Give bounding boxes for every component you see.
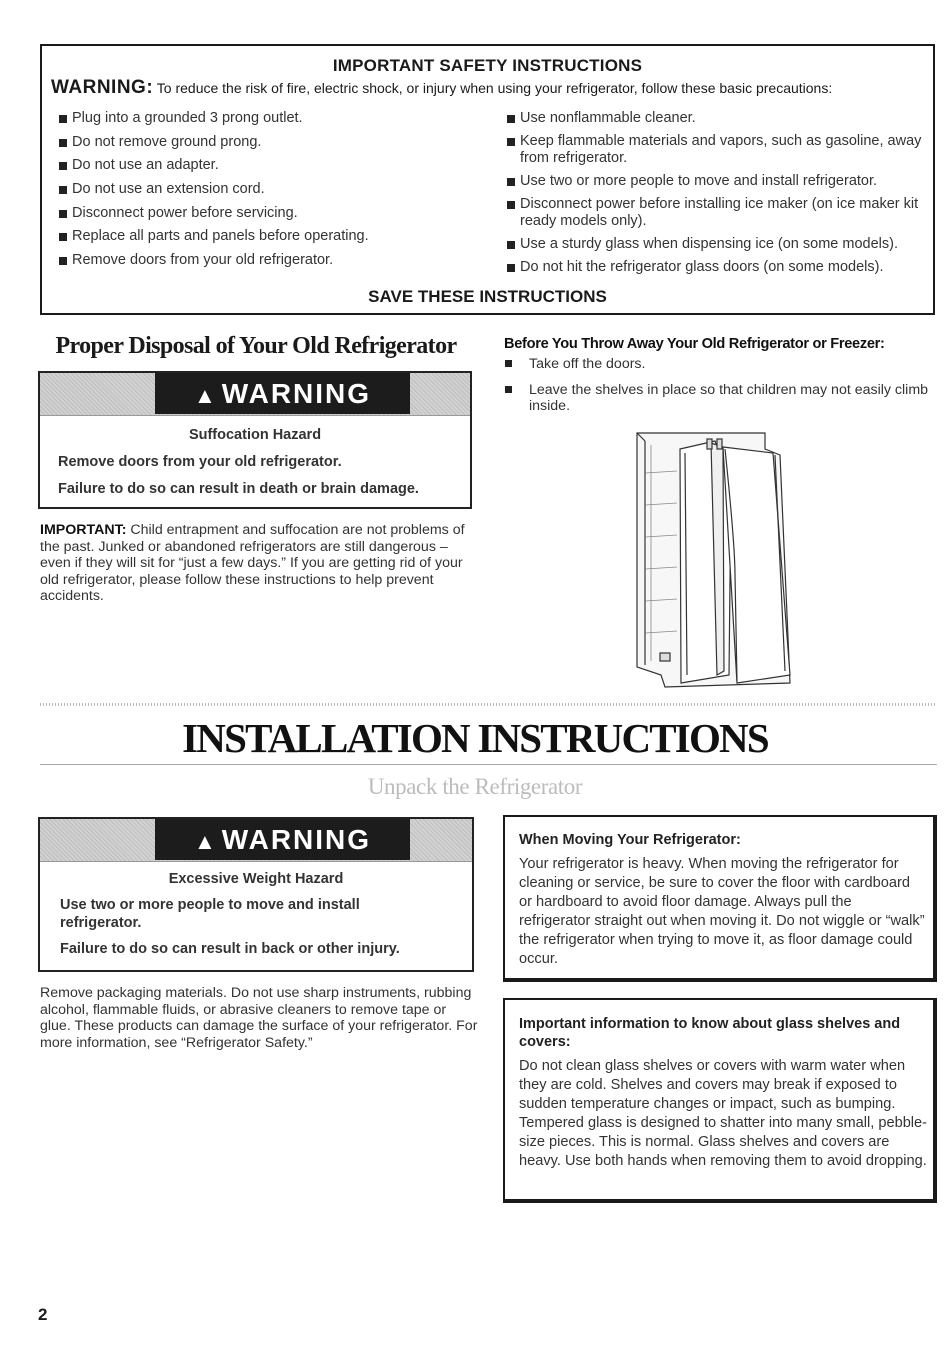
list-item: Do not hit the refrigerator glass doors (on some models). — [507, 259, 932, 276]
save-instructions-title: SAVE THESE INSTRUCTIONS — [368, 287, 607, 306]
important-label: IMPORTANT: — [40, 522, 127, 538]
warning-text: To reduce the risk of fire, electric shock, or injury when using your refrigerator, follow these basic precautions: — [156, 80, 833, 96]
glass-body: Do not clean glass shelves or covers with warm water when they are cold. Shelves and covers may break if exposed to sudden temperature changes or impact, such as bumping. Tempered glass is designed to shatter into many small, pebble-size pieces. This is normal. Glass shelves and covers are heavy. Use both hands when removing them to avoid dropping. — [519, 1058, 928, 1169]
important-paragraph — [40, 522, 475, 605]
before-throw-list — [504, 356, 934, 424]
refrigerator-illustration — [625, 425, 820, 690]
list-item: Do not use an extension cord. — [59, 181, 489, 205]
moving-body: Your refrigerator is heavy. When moving the refrigerator for cleaning or service, be sure to cover the floor with cardboard or hardboard to avoid floor damage. Always pull the refrigerator straight out when moving it. Do not wiggle or “walk” the refrigerator when trying to move it, as floor damage could occur. — [519, 856, 925, 967]
section-divider — [40, 703, 937, 706]
warning-label: ▲ WARNING — [155, 373, 410, 414]
list-item: Disconnect power before installing ice maker (on ice maker kit ready models only). — [507, 196, 932, 230]
warning-triangle-icon: ▲ — [193, 383, 218, 408]
packaging-paragraph: Remove packaging materials. Do not use sharp instruments, rubbing alcohol, flammable fluids, or abrasive cleaners to remove tape or glue. These products can damage the surface of your refrigerator. For more information, see “Refrigerator Safety.” — [40, 985, 478, 1051]
warning-triangle-icon: ▲ — [193, 829, 218, 854]
list-item: Remove doors from your old refrigerator. — [59, 252, 489, 276]
moving-title: When Moving Your Refrigerator: — [519, 832, 741, 848]
warning-label: ▲ WARNING — [155, 819, 410, 860]
warning-banner — [40, 819, 472, 862]
hazard-name: Suffocation Hazard — [188, 427, 322, 443]
safety-title: IMPORTANT SAFETY INSTRUCTIONS — [332, 56, 643, 75]
disposal-heading: Proper Disposal of Your Old Refrigerator — [55, 333, 457, 359]
list-item: Do not use an adapter. — [59, 157, 489, 181]
page-number: 2 — [38, 1305, 48, 1324]
list-item: Use a sturdy glass when dispensing ice (on some models). — [507, 236, 932, 253]
before-throw-heading: Before You Throw Away Your Old Refrigerator or Freezer: — [504, 336, 885, 352]
list-item: Use nonflammable cleaner. — [507, 110, 932, 127]
unpack-subheading: Unpack the Refrigerator — [367, 774, 583, 799]
moving-info-box — [503, 815, 937, 982]
warning-instruction: Use two or more people to move and install refrigerator. — [60, 897, 360, 931]
safety-list-right — [507, 110, 932, 282]
safety-list-left — [59, 110, 489, 276]
list-item: Replace all parts and panels before operating. — [59, 228, 489, 252]
safety-warning-line — [51, 77, 931, 99]
warning-banner — [40, 373, 470, 416]
heading-rule — [40, 764, 937, 765]
safety-instructions-box — [40, 44, 935, 315]
glass-info-box — [503, 998, 937, 1203]
suffocation-warning-box — [38, 371, 472, 509]
list-item: Use two or more people to move and install refrigerator. — [507, 173, 932, 190]
warning-instruction: Remove doors from your old refrigerator. — [58, 454, 342, 470]
weight-warning-box — [38, 817, 474, 972]
list-item: Plug into a grounded 3 prong outlet. — [59, 110, 489, 134]
installation-heading: INSTALLATION INSTRUCTIONS — [182, 715, 768, 761]
list-item: Keep flammable materials and vapors, such as gasoline, away from refrigerator. — [507, 133, 932, 167]
glass-title: Important information to know about glass shelves and covers: — [519, 1016, 901, 1050]
warning-consequence: Failure to do so can result in death or brain damage. — [58, 481, 419, 497]
list-item: Disconnect power before servicing. — [59, 205, 489, 229]
warning-word: WARNING: — [51, 77, 154, 98]
hazard-name: Excessive Weight Hazard — [168, 871, 344, 887]
list-item: Do not remove ground prong. — [59, 134, 489, 158]
list-item: Take off the doors. — [504, 356, 934, 373]
important-text: Child entrapment and suffocation are not problems of the past. Junked or abandoned refrigerators are still dangerous – even if they will sit for “just a few days.” If you are getting rid of your old refrigerator, please follow these instructions to help prevent accidents. — [40, 522, 465, 604]
warning-consequence: Failure to do so can result in back or other injury. — [60, 941, 400, 957]
list-item: Leave the shelves in place so that children may not easily climb inside. — [504, 382, 934, 415]
